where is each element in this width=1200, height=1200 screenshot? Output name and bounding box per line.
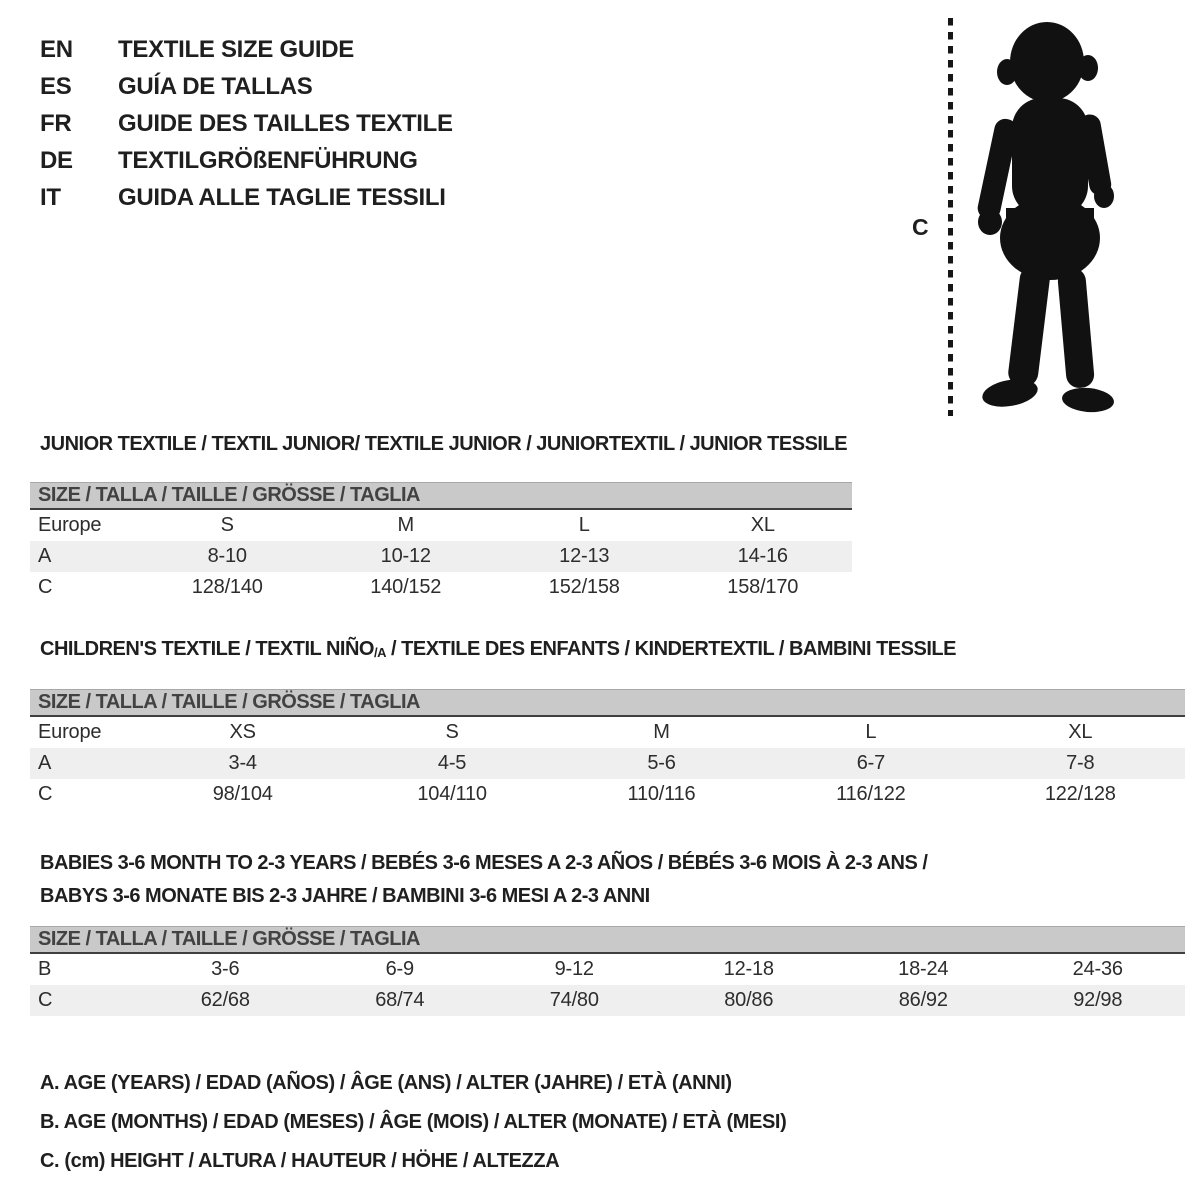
babies-section-heading (40, 847, 927, 913)
language-row (40, 105, 453, 142)
babies-heading-line2: BABYS 3-6 MONATE BIS 2-3 JAHRE / BAMBINI 3-6 MESI A 2-3 ANNI (40, 885, 650, 907)
size-cell: 68/74 (375, 989, 425, 1011)
size-cell: 74/80 (549, 989, 599, 1011)
size-cell: 18-24 (898, 958, 949, 980)
height-dashed-line (946, 18, 955, 416)
guide-title: GUIDE DES TAILLES TEXTILE (118, 110, 453, 137)
guide-title: TEXTILGRÖßENFÜHRUNG (118, 147, 418, 174)
row-label: C (38, 989, 53, 1011)
size-cell: L (865, 721, 877, 743)
junior-size-grid (30, 510, 852, 603)
legend-line-c: C. (cm) HEIGHT / ALTURA / HAUTEUR / HÖHE / ALTEZZA (40, 1150, 560, 1172)
children-heading-prefix: CHILDREN'S TEXTILE / TEXTIL NIÑO (40, 638, 374, 660)
language-code: DE (40, 147, 73, 174)
size-cell: 140/152 (370, 576, 442, 598)
guide-title: TEXTILE SIZE GUIDE (118, 36, 354, 63)
table-row (30, 510, 852, 541)
size-cell: 128/140 (191, 576, 263, 598)
size-cell: S (220, 514, 234, 536)
size-cell: 62/68 (200, 989, 250, 1011)
junior-section-heading: JUNIOR TEXTILE / TEXTIL JUNIOR/ TEXTILE JUNIOR / JUNIORTEXTIL / JUNIOR TESSILE (40, 433, 848, 455)
size-cell: 104/110 (417, 783, 487, 805)
babies-size-table (30, 926, 1185, 1016)
language-code: ES (40, 73, 72, 100)
children-heading-sub: /A (373, 645, 386, 660)
size-cell: 9-12 (554, 958, 594, 980)
children-size-grid (30, 717, 1185, 810)
size-cell: 6-7 (856, 752, 886, 774)
size-cell: L (578, 514, 590, 536)
guide-title: GUIDA ALLE TAGLIE TESSILI (118, 184, 446, 211)
size-cell: 86/92 (898, 989, 948, 1011)
size-cell: 122/128 (1044, 783, 1116, 805)
row-label: B (38, 958, 52, 980)
size-cell: 3-6 (211, 958, 240, 980)
row-label: Europe (38, 721, 102, 743)
row-label: C (38, 576, 53, 598)
measurement-legend (40, 1064, 786, 1181)
size-cell: XL (750, 514, 775, 536)
language-row (40, 142, 453, 179)
babies-size-grid (30, 954, 1185, 1016)
language-code: EN (40, 36, 73, 63)
language-row (40, 31, 453, 68)
size-cell: 24-36 (1072, 958, 1123, 980)
size-cell: 116/122 (836, 783, 906, 805)
row-label: C (38, 783, 53, 805)
table-row (30, 572, 852, 603)
size-cell: 92/98 (1073, 989, 1123, 1011)
size-cell: 10-12 (380, 545, 431, 567)
legend-line-a: A. AGE (YEARS) / EDAD (AÑOS) / ÂGE (ANS) / ALTER (JAHRE) / ETÀ (ANNI) (40, 1072, 732, 1094)
row-label: Europe (38, 514, 102, 536)
size-cell: 7-8 (1066, 752, 1095, 774)
size-table-header: SIZE / TALLA / TAILLE / GRÖSSE / TAGLIA (30, 482, 852, 510)
size-cell: 98/104 (212, 783, 273, 805)
size-cell: 158/170 (727, 576, 799, 598)
size-cell: 80/86 (724, 989, 774, 1011)
language-title-list (40, 31, 453, 216)
row-label: A (38, 545, 52, 567)
language-row (40, 68, 453, 105)
guide-title: GUÍA DE TALLAS (118, 73, 313, 100)
size-cell: 152/158 (548, 576, 620, 598)
size-cell: M (653, 721, 670, 743)
table-row (30, 541, 852, 572)
table-row (30, 748, 1185, 779)
size-cell: 12-18 (723, 958, 774, 980)
junior-size-table (30, 482, 852, 603)
size-cell: 8-10 (207, 545, 247, 567)
legend-line-b: B. AGE (MONTHS) / EDAD (MESES) / ÂGE (MOIS) / ALTER (MONATE) / ETÀ (MESI) (40, 1111, 787, 1133)
row-label: A (38, 752, 52, 774)
language-row (40, 179, 453, 216)
babies-heading-line1: BABIES 3-6 MONTH TO 2-3 YEARS / BEBÉS 3-6 MESES A 2-3 AÑOS / BÉBÉS 3-6 MOIS À 2-3 ANS / (40, 852, 928, 874)
children-section-heading (40, 638, 956, 661)
size-cell: XL (1068, 721, 1093, 743)
table-row (30, 985, 1185, 1016)
children-heading-suffix: / TEXTILE DES ENFANTS / KINDERTEXTIL / BAMBINI TESSILE (385, 638, 956, 660)
height-label-c: C (912, 214, 929, 240)
size-cell: 6-9 (385, 958, 414, 980)
language-code: IT (40, 184, 61, 211)
children-size-table (30, 689, 1185, 810)
size-table-header: SIZE / TALLA / TAILLE / GRÖSSE / TAGLIA (30, 926, 1185, 954)
size-cell: 4-5 (437, 752, 467, 774)
size-cell: 3-4 (228, 752, 257, 774)
table-row (30, 954, 1185, 985)
size-cell: 110/116 (627, 783, 696, 805)
size-cell: 12-13 (559, 545, 610, 567)
size-cell: 14-16 (737, 545, 788, 567)
language-code: FR (40, 110, 72, 137)
table-row (30, 779, 1185, 810)
size-table-header: SIZE / TALLA / TAILLE / GRÖSSE / TAGLIA (30, 689, 1185, 717)
size-cell: XS (229, 721, 256, 743)
size-cell: S (445, 721, 459, 743)
size-cell: M (397, 514, 414, 536)
toddler-silhouette-icon (962, 20, 1138, 418)
table-row (30, 717, 1185, 748)
size-cell: 5-6 (647, 752, 676, 774)
